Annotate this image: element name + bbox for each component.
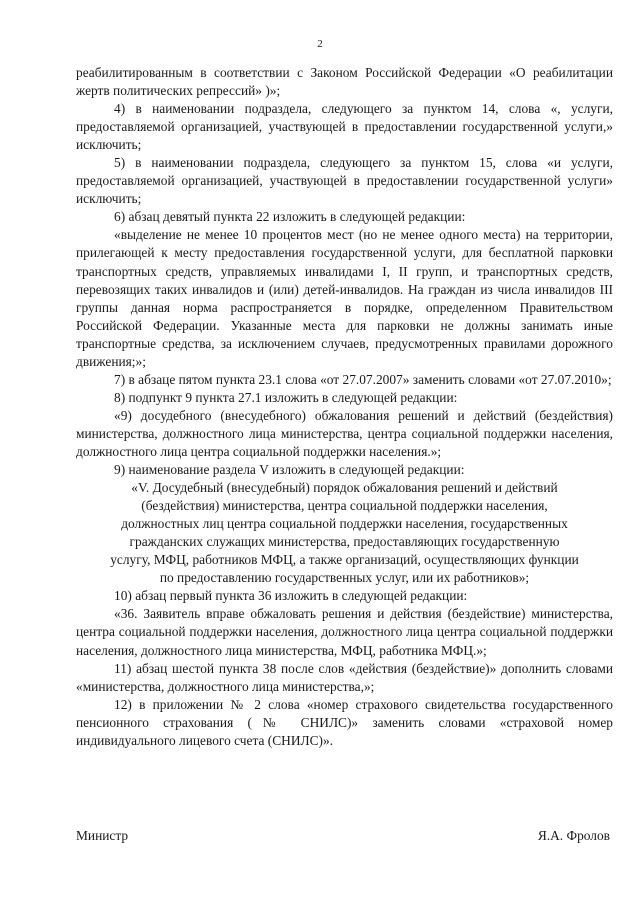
- section-title-line: «V. Досудебный (внесудебный) порядок обжалования решений и действий: [131, 480, 558, 496]
- page-number: 2: [317, 38, 323, 50]
- paragraph-36-quote: «36. Заявитель вправе обжаловать решения и действия (бездействие) министерства, центра социальной поддержки населения, должностного лица центра социальной поддержки населения, должностного лица министерства, МФЦ, работника МФЦ.»;: [76, 606, 613, 658]
- section-title-line: должностных лиц центра социальной поддержки населения, государственных: [121, 516, 568, 532]
- paragraph-appeal-quote: «9) досудебного (внесудебного) обжалования решений и действий (бездействия) министерства, должностного лица министерства, центра социальной поддержки населения, должностного лица центра социальной поддержки населения.»;: [76, 407, 613, 459]
- paragraph-item-9: 9) наименование раздела V изложить в следующей редакции:: [114, 462, 465, 478]
- paragraph-item-6: 6) абзац девятый пункта 22 изложить в следующей редакции:: [114, 209, 466, 225]
- paragraph-item-7: 7) в абзаце пятом пункта 23.1 слова «от 27.07.2007» заменить словами «от 27.07.2010»;: [114, 371, 612, 387]
- paragraph-item-8: 8) подпункт 9 пункта 27.1 изложить в следующей редакции:: [114, 389, 458, 405]
- signature-name: Я.А. Фролов: [537, 828, 610, 843]
- section-title-line: гражданских служащих министерства, предоставляющих государственную: [129, 534, 560, 550]
- paragraph-item-10: 10) абзац первый пункта 36 изложить в следующей редакции:: [114, 588, 468, 604]
- paragraph-item-12: 12) в приложении № 2 слова «номер страхового свидетельства государственного пенсионного страхования (№ СНИЛС)» заменить словами «страховой номер индивидуального лицевого счета (СНИЛС)».: [76, 696, 613, 748]
- section-title-line: по предоставлению государственных услуг, или их работников»;: [159, 570, 530, 586]
- paragraph-item-11: 11) абзац шестой пункта 38 после слов «действия (бездействие)» дополнить словами «министерства, должностного лица министерства,»;: [76, 660, 613, 694]
- paragraph-item-5: 5) в наименовании подраздела, следующего за пунктом 15, слова «и услуги, предоставляемой организацией, участвующей в предоставлении государственной услуги» исключить;: [76, 155, 613, 207]
- paragraph-item-4: 4) в наименовании подраздела, следующего за пунктом 14, слова «, услуги, предоставляемой организацией, участвующей в предоставлении государственной услуги,» исключить;: [76, 101, 613, 153]
- signature-position: Министр: [76, 828, 129, 843]
- section-v-title: [76, 479, 613, 587]
- section-title-line: услугу, МФЦ, работников МФЦ, а также организаций, осуществляющих функции: [110, 552, 579, 568]
- paragraph-continuation: реабилитированным в соответствии с Законом Российской Федерации «О реабилитации жертв политических репрессий» )»;: [76, 65, 613, 99]
- paragraph-parking-quote: «выделение не менее 10 процентов мест (но не менее одного места) на территории, прилегающей к месту предоставления государственной услуги, для бесплатной парковки транспортных средств, управляемых инвалидами I, II групп, и транспортных средств, перевозящих таких инвалидов и (или) детей-инвалидов. На граждан из числа инвалидов III группы данная норма распространяется в порядке, определенном Правительством Российской Федерации. Указанные места для парковки не должны занимать иные транспортные средства, за исключением случаев, предусмотренных правилами дорожного движения;»;: [76, 227, 613, 369]
- document-body: [76, 64, 613, 750]
- section-title-line: (бездействия) министерства, центра социальной поддержки населения,: [141, 498, 548, 514]
